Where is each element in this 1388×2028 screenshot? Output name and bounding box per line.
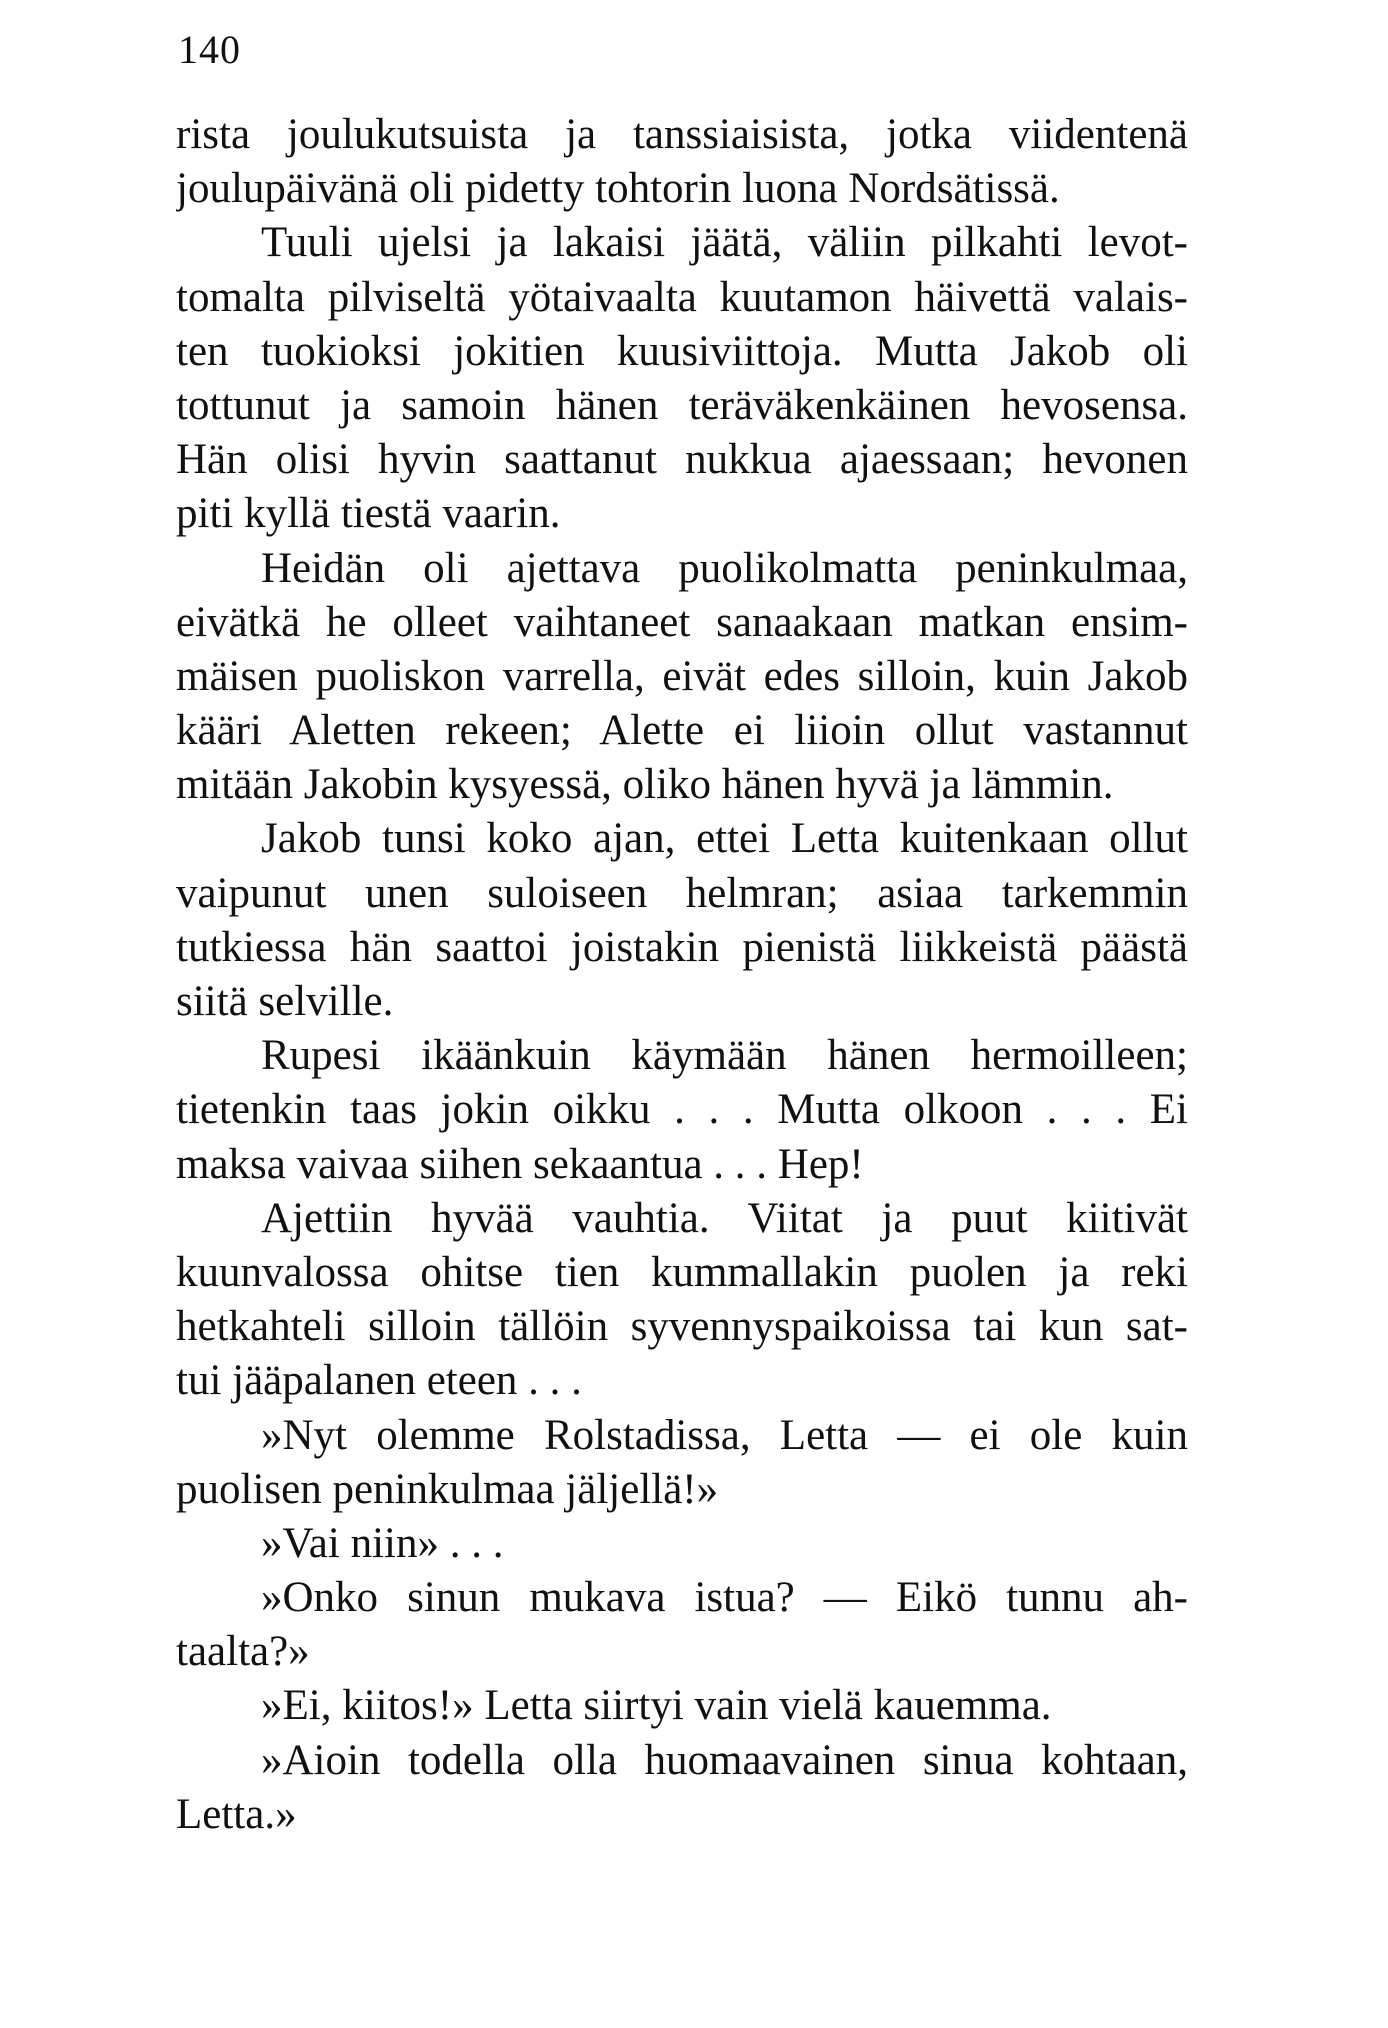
text-line: Tuuli ujelsi ja lakaisi jäätä, väliin pilkahti levot- [261,219,1188,267]
text-line: Hän olisi hyvin saattanut nukkua ajaessaan; hevonen [176,436,1188,484]
body-text [176,108,1188,1842]
text-line: »Vai niin» . . . [261,1519,504,1567]
text-line: siitä selville. [176,978,394,1025]
text-line: kääri Aletten rekeen; Alette ei liioin ollut vastannut [176,707,1188,755]
text-line: tutkiessa hän saattoi joistakin pienistä liikkeistä päästä [176,923,1188,971]
text-line: tui jääpalanen eteen . . . [176,1357,582,1405]
text-line: ten tuokioksi jokitien kuusiviittoja. Mutta Jakob oli [176,327,1188,375]
text-line: »Onko sinun mukava istua? — Eikö tunnu ah- [261,1574,1188,1622]
text-line: tomalta pilviseltä yötaivaalta kuutamon häivettä valais- [176,273,1188,321]
text-line: Heidän oli ajettava puolikolmatta peninkulmaa, [261,544,1188,592]
text-line: »Aioin todella olla huomaavainen sinua kohtaan, [261,1736,1188,1784]
text-line: eivätkä he olleet vaihtaneet sanaakaan matkan ensim- [176,598,1188,646]
text-line: Rupesi ikäänkuin käymään hänen hermoilleen; [261,1032,1188,1080]
text-line: mitään Jakobin kysyessä, oliko hänen hyvä ja lämmin. [176,761,1114,809]
text-line: kuunvalossa ohitse tien kummallakin puolen ja reki [176,1248,1188,1296]
text-line: maksa vaivaa siihen sekaantua . . . Hep! [176,1140,864,1188]
text-line: joulupäivänä oli pidetty tohtorin luona Nordsätissä. [176,165,1060,213]
text-line: »Ei, kiitos!» Letta siirtyi vain vielä kauemma. [261,1682,1052,1730]
text-line: Jakob tunsi koko ajan, ettei Letta kuitenkaan ollut [261,815,1188,863]
text-line: vaipunut unen suloiseen helmran; asiaa tarkemmin [176,869,1188,917]
text-line: puolisen peninkulmaa jäljellä!» [176,1465,719,1513]
text-line: mäisen puoliskon varrella, eivät edes silloin, kuin Jakob [176,652,1188,700]
text-line: hetkahteli silloin tällöin syvennyspaikoissa tai kun sat- [176,1303,1188,1351]
text-line: piti kyllä tiestä vaarin. [176,490,561,538]
text-line: taalta?» [176,1628,310,1676]
text-line: Letta.» [176,1790,297,1838]
text-line: Ajettiin hyvää vauhtia. Viitat ja puut kiitivät [261,1194,1188,1242]
text-line: tottunut ja samoin hänen teräväkenkäinen hevosensa. [176,381,1188,429]
text-line: rista joulukutsuista ja tanssiaisista, jotka viidentenä [176,111,1188,158]
text-line: »Nyt olemme Rolstadissa, Letta — ei ole kuin [261,1411,1188,1459]
page-number: 140 [178,27,241,72]
text-line: tietenkin taas jokin oikku . . . Mutta olkoon . . . Ei [176,1086,1188,1134]
